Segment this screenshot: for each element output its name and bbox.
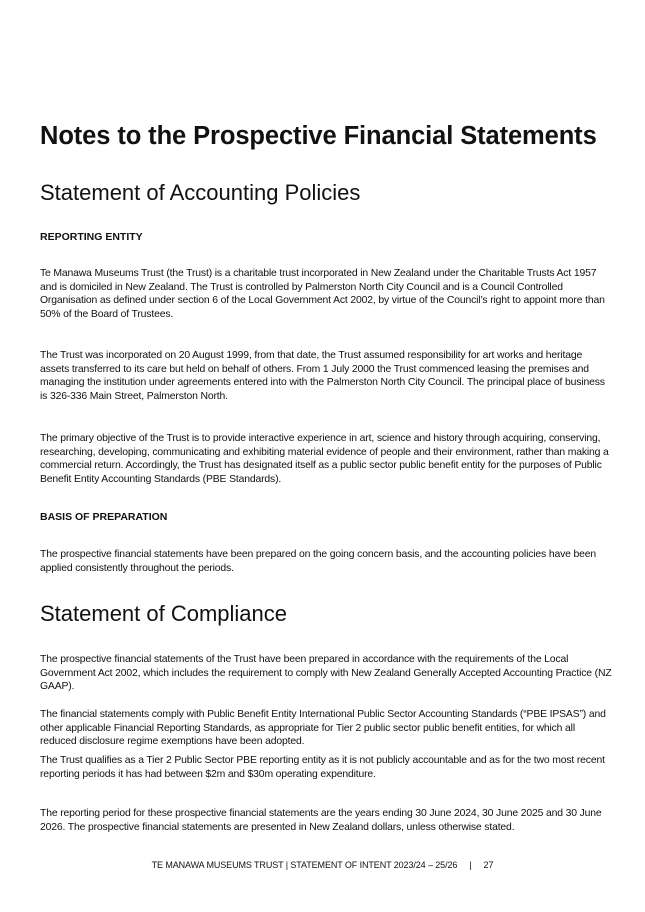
paragraph-compliance-2: The financial statements comply with Public Benefit Entity International Public Sector Accounting Standards (“PBE IPSAS”) and other applicable Financial Reporting Standards, as appropriate for Tier 2 public sector public benefit entities, for which all reduced disclosure regime exemptions have been adopted. bbox=[40, 709, 606, 748]
footer-text: TE MANAWA MUSEUMS TRUST | STATEMENT OF INTENT 2023/24 – 25/26 bbox=[151, 860, 458, 870]
paragraph-compliance-3: The Trust qualifies as a Tier 2 Public Sector PBE reporting entity as it is not publicly accountable and as for the two most recent reporting periods it has had between $2m and $30m operating expenditure. bbox=[40, 755, 605, 780]
paragraph-basis-of-preparation: The prospective financial statements have been prepared on the going concern basis, and the accounting policies have been applied consistently throughout the periods. bbox=[40, 549, 597, 574]
paragraph-reporting-entity-1: Te Manawa Museums Trust (the Trust) is a charitable trust incorporated in New Zealand under the Charitable Trusts Act 1957 and is domiciled in New Zealand. The Trust is controlled by Palmerston North City Council and is a Council Controlled Organisation as defined under section 6 of the Local Government Act 2002, by virtue of the Council’s right to appoint more than 50% of the Board of Trustees. bbox=[40, 268, 605, 320]
subsection-heading-basis-of-preparation: BASIS OF PREPARATION bbox=[40, 511, 168, 523]
page-number: 27 bbox=[483, 860, 494, 870]
paragraph-reporting-entity-2: The Trust was incorporated on 20 August 1999, from that date, the Trust assumed responsibility for art works and heritage assets transferred to its care but held on behalf of others. From 1 July 2000 the Trust commenced leasing the premises and managing the institution under agreements entered into with the Palmerston North City Council. The principal place of business is 326-336 Main Street, Palmerston North. bbox=[40, 350, 605, 402]
footer-separator: | bbox=[469, 860, 472, 870]
paragraph-compliance-1: The prospective financial statements of the Trust have been prepared in accordance with the requirements of the Local Government Act 2002, which includes the requirement to comply with New Zealand Generally Accepted Accounting Practice (NZ GAAP). bbox=[40, 654, 612, 693]
subsection-heading-reporting-entity: REPORTING ENTITY bbox=[40, 231, 143, 243]
page-footer bbox=[0, 860, 645, 870]
paragraph-compliance-4: The reporting period for these prospective financial statements are the years ending 30 June 2024, 30 June 2025 and 30 June 2026. The prospective financial statements are presented in New Zealand dollars, unless otherwise stated. bbox=[40, 808, 602, 833]
section-heading-accounting-policies: Statement of Accounting Policies bbox=[40, 180, 361, 205]
page-title: Notes to the Prospective Financial Statements bbox=[40, 122, 597, 150]
paragraph-reporting-entity-3: The primary objective of the Trust is to provide interactive experience in art, science and history through acquiring, conserving, researching, developing, communicating and exhibiting material evidence of people and their environment, rather than making a commercial return. Accordingly, the Trust has designated itself as a public sector public benefit entity for the purposes of Public Benefit Entity Accounting Standards (PBE Standards). bbox=[40, 433, 609, 485]
section-heading-compliance: Statement of Compliance bbox=[40, 601, 288, 626]
